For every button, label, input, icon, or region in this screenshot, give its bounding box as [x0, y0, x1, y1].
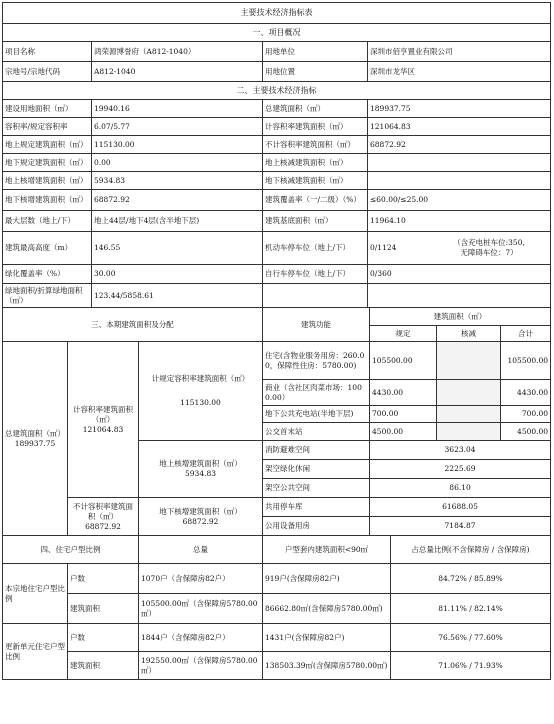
ug-area-cell: [139, 498, 263, 536]
greenland-label: 绿地面积/折算绿地面积（㎡）: [3, 284, 92, 308]
cell-value: A812-1040: [92, 62, 263, 82]
function-name: 商业（含社区肉菜市场：1000.00）: [263, 380, 370, 406]
function-name: 架空绿化休闲: [263, 460, 370, 479]
row-small: 919户(含保障房82户): [263, 564, 391, 594]
col-spec: 规定: [370, 326, 437, 342]
table-row: [3, 62, 551, 82]
ug-area-label: 地下核增建筑面积（㎡）: [159, 506, 242, 516]
table-row: [3, 118, 551, 136]
table-row: [3, 42, 551, 62]
nonfa-area-value: 68872.92: [85, 521, 121, 531]
col-total: 合计: [501, 326, 551, 342]
unit-ratio-table: [2, 535, 551, 680]
spec-value: 4500.00: [370, 423, 437, 441]
total-area-label: 总建筑面积（㎡）: [5, 428, 65, 438]
area-value: 7184.87: [370, 517, 551, 536]
cell-value: 68872.92: [92, 190, 263, 211]
table-row: [3, 172, 551, 190]
area-value: 61688.05: [370, 498, 551, 517]
fa-area-value: 121064.83: [82, 424, 124, 434]
reduce-value: [437, 342, 501, 380]
row-total: 192550.00㎡（含保障房5780.00㎡）: [139, 652, 263, 680]
table-row: [3, 284, 551, 308]
cell-value: 189937.75: [368, 100, 551, 118]
add-area-value: 5934.83: [185, 469, 217, 478]
row-small: 138503.39㎡(含保障房5780.00㎡): [263, 652, 391, 680]
table-row: [3, 265, 551, 284]
total-value: 700.00: [501, 406, 551, 423]
cell-value: ≤60.00/≤25.00: [368, 190, 551, 211]
total-value: 4430.00: [501, 380, 551, 406]
cell-value: 121064.83: [368, 118, 551, 136]
row-small: 1431户(含保障房82户): [263, 624, 391, 652]
cell-label: 建设用地面积（㎡）: [3, 100, 92, 118]
cell-value: [368, 172, 551, 190]
cell-value: 68872.92: [368, 136, 551, 154]
cell-label: 用地单位: [263, 42, 368, 62]
cell-value: 6.07/5.77: [92, 118, 263, 136]
bike-value: 0/360: [368, 265, 551, 284]
row-item: 建筑面积: [68, 594, 139, 624]
cell-label: 地上核增建筑面积（㎡）: [3, 172, 92, 190]
function-name: 公交首末站: [263, 423, 370, 441]
parking-note-2: 无障碍车位：7）: [460, 248, 518, 257]
cell-value: 11964.10: [368, 211, 551, 232]
cell-label: 地上核减建筑面积（㎡）: [263, 154, 368, 172]
parking-note-1: （含充电桩车位:350,: [453, 238, 525, 247]
function-name: 地下公共充电站(半地下层): [263, 406, 370, 423]
parking-label: 机动车停车位（地上/下）: [263, 232, 368, 265]
cell-label: 最大层数（地上/下）: [3, 211, 92, 232]
overview-table: [2, 2, 551, 308]
function-name: 共用停车库: [263, 498, 370, 517]
cell-value: 0.00: [92, 154, 263, 172]
section4-heading: 四、住宅户型比例: [3, 536, 139, 564]
section2-heading: 二、主要技术经济指标: [3, 82, 551, 100]
row-total: 1844户（含保障房82户）: [139, 624, 263, 652]
row-ratio: 71.06% / 71.93%: [391, 652, 551, 680]
cell-label: 总建筑面积（㎡）: [263, 100, 368, 118]
reduce-value: [437, 406, 501, 423]
green-value: 30.00: [92, 265, 263, 284]
nonfa-area-label: 不计容积率建筑面积（㎡）: [73, 501, 133, 521]
function-name: 架空公共空间: [263, 479, 370, 498]
table-row: [3, 100, 551, 118]
spec-area-cell: [139, 342, 263, 441]
table-row: [3, 154, 551, 172]
row-item: 建筑面积: [68, 652, 139, 680]
table-row: [3, 342, 551, 380]
cell-value: 5934.83: [92, 172, 263, 190]
cell-value: 19940.16: [92, 100, 263, 118]
cell-value: 鸿荣源博誉府（A812-1040）: [92, 42, 263, 62]
greenland-value: 123.44/5858.61: [92, 284, 263, 308]
function-name: 住宅(含物业服务用房：260.00，保障性住房：5780.00): [263, 342, 370, 380]
col-total-units: 总量: [139, 536, 263, 564]
cell-value: 深圳市佰亨置业有限公司: [368, 42, 551, 62]
cell-label: 建筑覆盖率（一/二级）（%）: [263, 190, 368, 211]
cell-value: 115130.00: [92, 136, 263, 154]
spec-value: 4430.00: [370, 380, 437, 406]
spec-area-value: 115130.00: [180, 398, 221, 407]
cell-label: 不计容积率建筑面积（㎡）: [263, 136, 368, 154]
nonfa-area-cell: [68, 498, 139, 536]
row-total: 105500.00㎡（含保障房5780.00㎡）: [139, 594, 263, 624]
section1-heading: 一、项目概况: [3, 24, 551, 42]
height-value: 146.55: [92, 232, 263, 265]
total-area-cell: [3, 342, 68, 536]
spec-value: 105500.00: [370, 342, 437, 380]
col-small-units: 户型套内建筑面积<90㎡: [263, 536, 391, 564]
reduce-value: [437, 423, 501, 441]
col-ratio: 占总量比例(不含保障房 / 含保障房): [391, 536, 551, 564]
table-row: [3, 652, 551, 680]
function-header: 建筑功能: [263, 308, 370, 342]
area-header: 建筑面积（㎡）: [370, 308, 551, 326]
row-item: 户数: [68, 564, 139, 594]
total-value: 105500.00: [501, 342, 551, 380]
parking-value: 0/1124: [370, 243, 397, 252]
function-name: 消防避难空间: [263, 441, 370, 460]
cell-label: 地下规定建筑面积（㎡）: [3, 154, 92, 172]
total-area-value: 189937.75: [14, 438, 56, 448]
group-label: 更新单元住宅户型比例: [3, 624, 68, 680]
spec-area-label: 计规定容积率建筑面积（㎡）: [151, 374, 250, 383]
cell-label: 用地位置: [263, 62, 368, 82]
row-ratio: 84.72% / 85.89%: [391, 564, 551, 594]
row-total: 1070户（含保障房82户）: [139, 564, 263, 594]
cell-value: [368, 154, 551, 172]
row-small: 86662.80㎡(含保障房5780.00㎡): [263, 594, 391, 624]
table-row: [3, 190, 551, 211]
area-value: 3623.04: [370, 441, 551, 460]
cell-label: 地上规定建筑面积（㎡）: [3, 136, 92, 154]
green-label: 绿化覆盖率（%）: [3, 265, 92, 284]
total-value: 4500.00: [501, 423, 551, 441]
fa-area-label: 计容积率建筑面积（㎡）: [73, 404, 133, 424]
cell-label: 地下核减建筑面积（㎡）: [263, 172, 368, 190]
row-ratio: 76.56% / 77.60%: [391, 624, 551, 652]
table-row: [3, 564, 551, 594]
table-row: [3, 211, 551, 232]
height-label: 建筑最高高度（m）: [3, 232, 92, 265]
cell-value: 地上44层/地下4层(含半地下层): [92, 211, 263, 232]
area-allocation-table: [2, 307, 551, 536]
col-reduce: 核减: [437, 326, 501, 342]
group-label: 本宗地住宅户型比例: [3, 564, 68, 624]
row-item: 户数: [68, 624, 139, 652]
sheet-title: 主要技术经济指标表: [3, 3, 551, 24]
section3-heading: 三、本期建筑面积及分配: [3, 308, 263, 342]
parking-cell: [368, 232, 551, 265]
cell-label: 地下核增建筑面积（㎡）: [3, 190, 92, 211]
table-row: [3, 498, 551, 517]
cell-label: 宗地号/宗地代码: [3, 62, 92, 82]
cell-label: 计容积率建筑面积（㎡）: [263, 118, 368, 136]
cell-label: 建筑基底面积（㎡）: [263, 211, 368, 232]
cell-value: 深圳市龙华区: [368, 62, 551, 82]
table-row: [3, 232, 551, 265]
cell-label: 项目名称: [3, 42, 92, 62]
row-ratio: 81.11% / 82.14%: [391, 594, 551, 624]
bike-label: 自行车停车位（地上/下）: [263, 265, 368, 284]
fa-area-cell: [68, 342, 139, 498]
ug-area-value: 68872.92: [182, 516, 219, 526]
area-value: 2225.69: [370, 460, 551, 479]
table-row: [3, 624, 551, 652]
area-value: 86.10: [370, 479, 551, 498]
function-name: 公用设备用房: [263, 517, 370, 536]
add-area-label: 地上核增建筑面积（㎡）: [159, 459, 242, 468]
cell-label: 容积率/规定容积率: [3, 118, 92, 136]
table-row: [3, 136, 551, 154]
reduce-value: [437, 380, 501, 406]
table-row: [3, 594, 551, 624]
economic-indicators-sheet: [2, 2, 550, 722]
add-area-cell: [139, 441, 263, 498]
spec-value: 700.00: [370, 406, 437, 423]
